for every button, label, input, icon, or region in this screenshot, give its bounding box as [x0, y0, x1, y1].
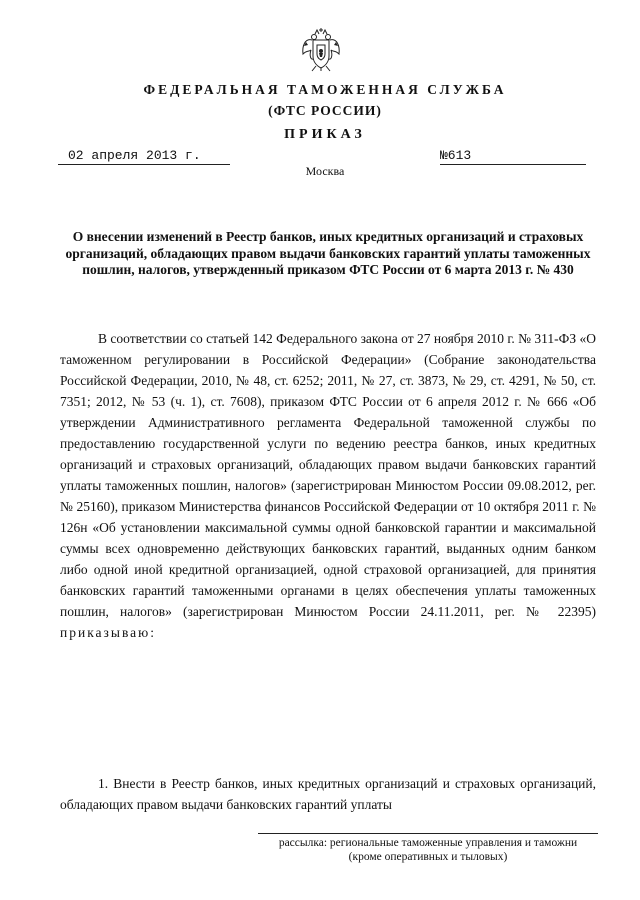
agency-name: ФЕДЕРАЛЬНАЯ ТАМОЖЕННАЯ СЛУЖБА — [143, 82, 507, 97]
distribution-divider — [258, 833, 598, 834]
order-city: Москва — [305, 164, 345, 178]
distribution-line-2: (кроме оперативных и тыловых) — [348, 851, 508, 863]
order-number: №613 — [440, 148, 586, 165]
order-subject: О внесении изменений в Реестр банков, иных кредитных организаций и страховых организаций, обладающих правом выдачи банковских гарантий уплаты таможенных пошлин, налогов, утвержденный приказом ФТС России от 6 марта 2013 г. № 430 — [65, 229, 591, 277]
distribution-note — [258, 836, 598, 864]
order-date: 02 апреля 2013 г. — [58, 148, 230, 165]
document-type: ПРИКАЗ — [284, 127, 366, 142]
double-headed-eagle-emblem-icon — [300, 26, 342, 72]
preamble-paragraph — [60, 328, 596, 643]
distribution-line-1: рассылка: региональные таможенные управления и таможни — [278, 837, 578, 849]
order-item-1: 1. Внести в Реестр банков, иных кредитных организаций и страховых организаций, обладающих правом выдачи банковских гарантий уплаты — [60, 776, 596, 812]
agency-short-name: (ФТС РОССИИ) — [268, 103, 382, 118]
order-word: приказываю: — [60, 625, 156, 640]
preamble-text: В соответствии со статьей 142 Федерального закона от 27 ноября 2010 г. № 311-ФЗ «О таможенном регулировании в Российской Федерации» (Собрание законодательства Российской Федерации, 2010, № 48, ст. 6252; 2011, № 27, ст. 3873, № 29, ст. 4291, № 50, ст. 7351; 2012, № 53 (ч. 1), ст. 7608), приказом ФТС России от 6 апреля 2012 г. № 666 «Об утверждении Административного регламента Федеральной таможенной службы по предоставлению государственной услуги по ведению реестра банков, иных кредитных организаций и страховых организаций, обладающих правом выдачи банковских гарантий уплаты таможенных пошлин, налогов» (зарегистрирован Минюстом России 09.08.2012, рег. № 25160), приказом Министерства финансов Российской Федерации от 10 октября 2011 г. № 126н «Об установлении максимальной суммы одной банковской гарантии и максимальной суммы всех одновременно действующих банковских гарантий, выданных одним банком либо одной иной кредитной организацией, одной страховой организацией, для принятия банковских гарантий таможенными органами в целях обеспечения уплаты таможенных пошлин, налогов» (зарегистрирован Минюстом России 24.11.2011, рег. № 22395) — [60, 331, 596, 619]
